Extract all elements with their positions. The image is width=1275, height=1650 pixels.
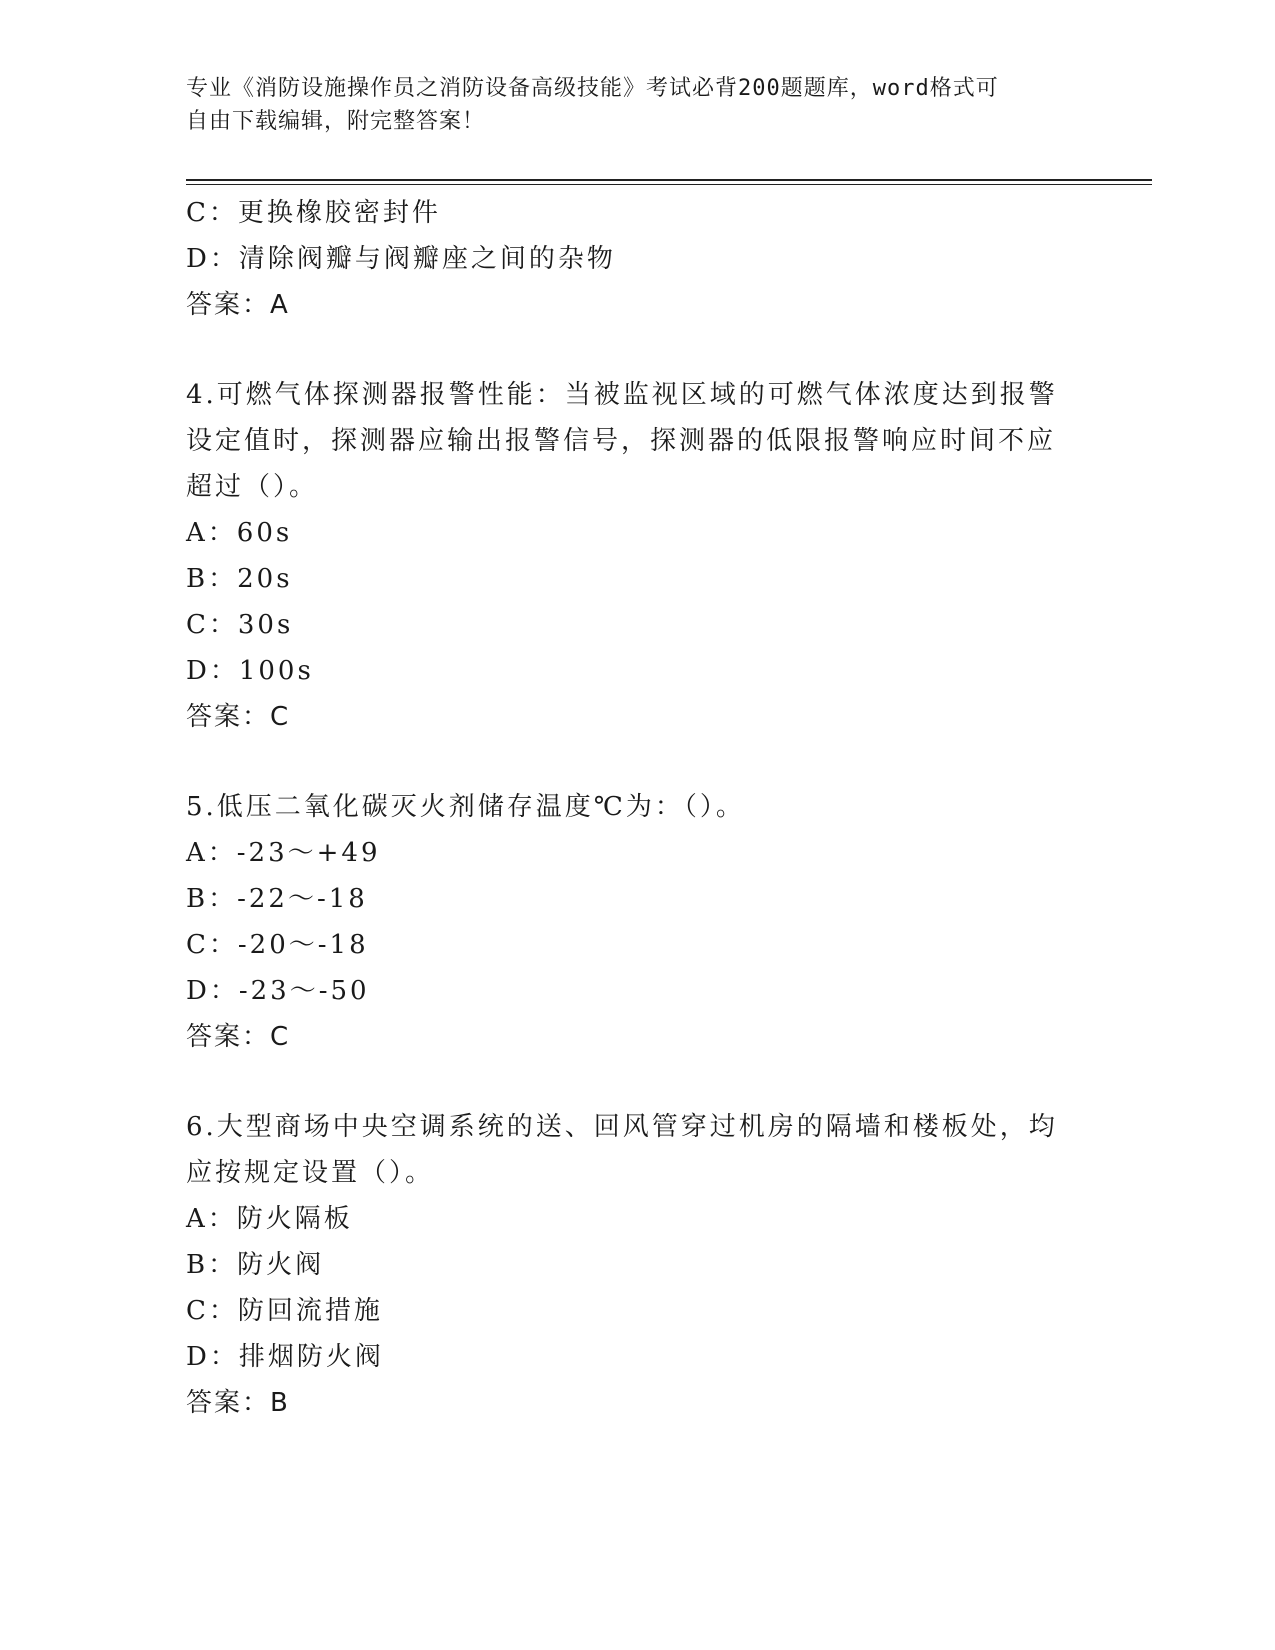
- option-c: C：-20～-18: [186, 930, 369, 960]
- answer-label: 答案：C: [186, 702, 291, 732]
- header-line-1: 专业《消防设施操作员之消防设备高级技能》考试必背200题题库，word格式可: [186, 76, 999, 101]
- question-6-block: [186, 1104, 1066, 1426]
- option-d: D：100s: [186, 656, 314, 686]
- question-6-text-line-1: 6.大型商场中央空调系统的送、回风管穿过机房的隔墙和楼板处，均: [186, 1112, 1058, 1142]
- header-line-2: 自由下载编辑，附完整答案！: [186, 109, 486, 134]
- question-4-text-line-2: 设定值时，探测器应输出报警信号，探测器的低限报警响应时间不应: [186, 426, 1057, 456]
- question-4-text-line-3: 超过（）。: [186, 472, 319, 502]
- option-b: B：-22～-18: [186, 884, 368, 914]
- question-4-text-line-1: 4.可燃气体探测器报警性能：当被监视区域的可燃气体浓度达到报警: [186, 380, 1058, 410]
- question-6-text-line-2: 应按规定设置（）。: [186, 1158, 435, 1188]
- header-divider-thick: [186, 179, 1152, 181]
- question-4-block: [186, 372, 1066, 740]
- question-5-text-line-1: 5.低压二氧化碳灭火剂储存温度℃为：（）。: [186, 792, 745, 822]
- question-content: [186, 190, 1066, 1426]
- answer-label: 答案：A: [186, 290, 290, 320]
- prev-question-block: [186, 190, 1066, 328]
- document-header: [186, 72, 1066, 138]
- option-d: D：清除阀瓣与阀瓣座之间的杂物: [186, 244, 616, 274]
- option-c: C：防回流措施: [186, 1296, 383, 1326]
- option-c: C：30s: [186, 610, 294, 640]
- option-d: D：排烟防火阀: [186, 1342, 384, 1372]
- option-b: B：防火阀: [186, 1250, 325, 1280]
- question-5-block: [186, 784, 1066, 1060]
- answer-label: 答案：B: [186, 1388, 290, 1418]
- option-c: C：更换橡胶密封件: [186, 198, 441, 228]
- option-b: B：20s: [186, 564, 293, 594]
- answer-label: 答案：C: [186, 1022, 291, 1052]
- option-a: A：-23～+49: [186, 838, 381, 868]
- header-divider-thin: [186, 184, 1152, 185]
- option-a: A：60s: [186, 518, 293, 548]
- option-d: D：-23～-50: [186, 976, 370, 1006]
- option-a: A：防火隔板: [186, 1204, 353, 1234]
